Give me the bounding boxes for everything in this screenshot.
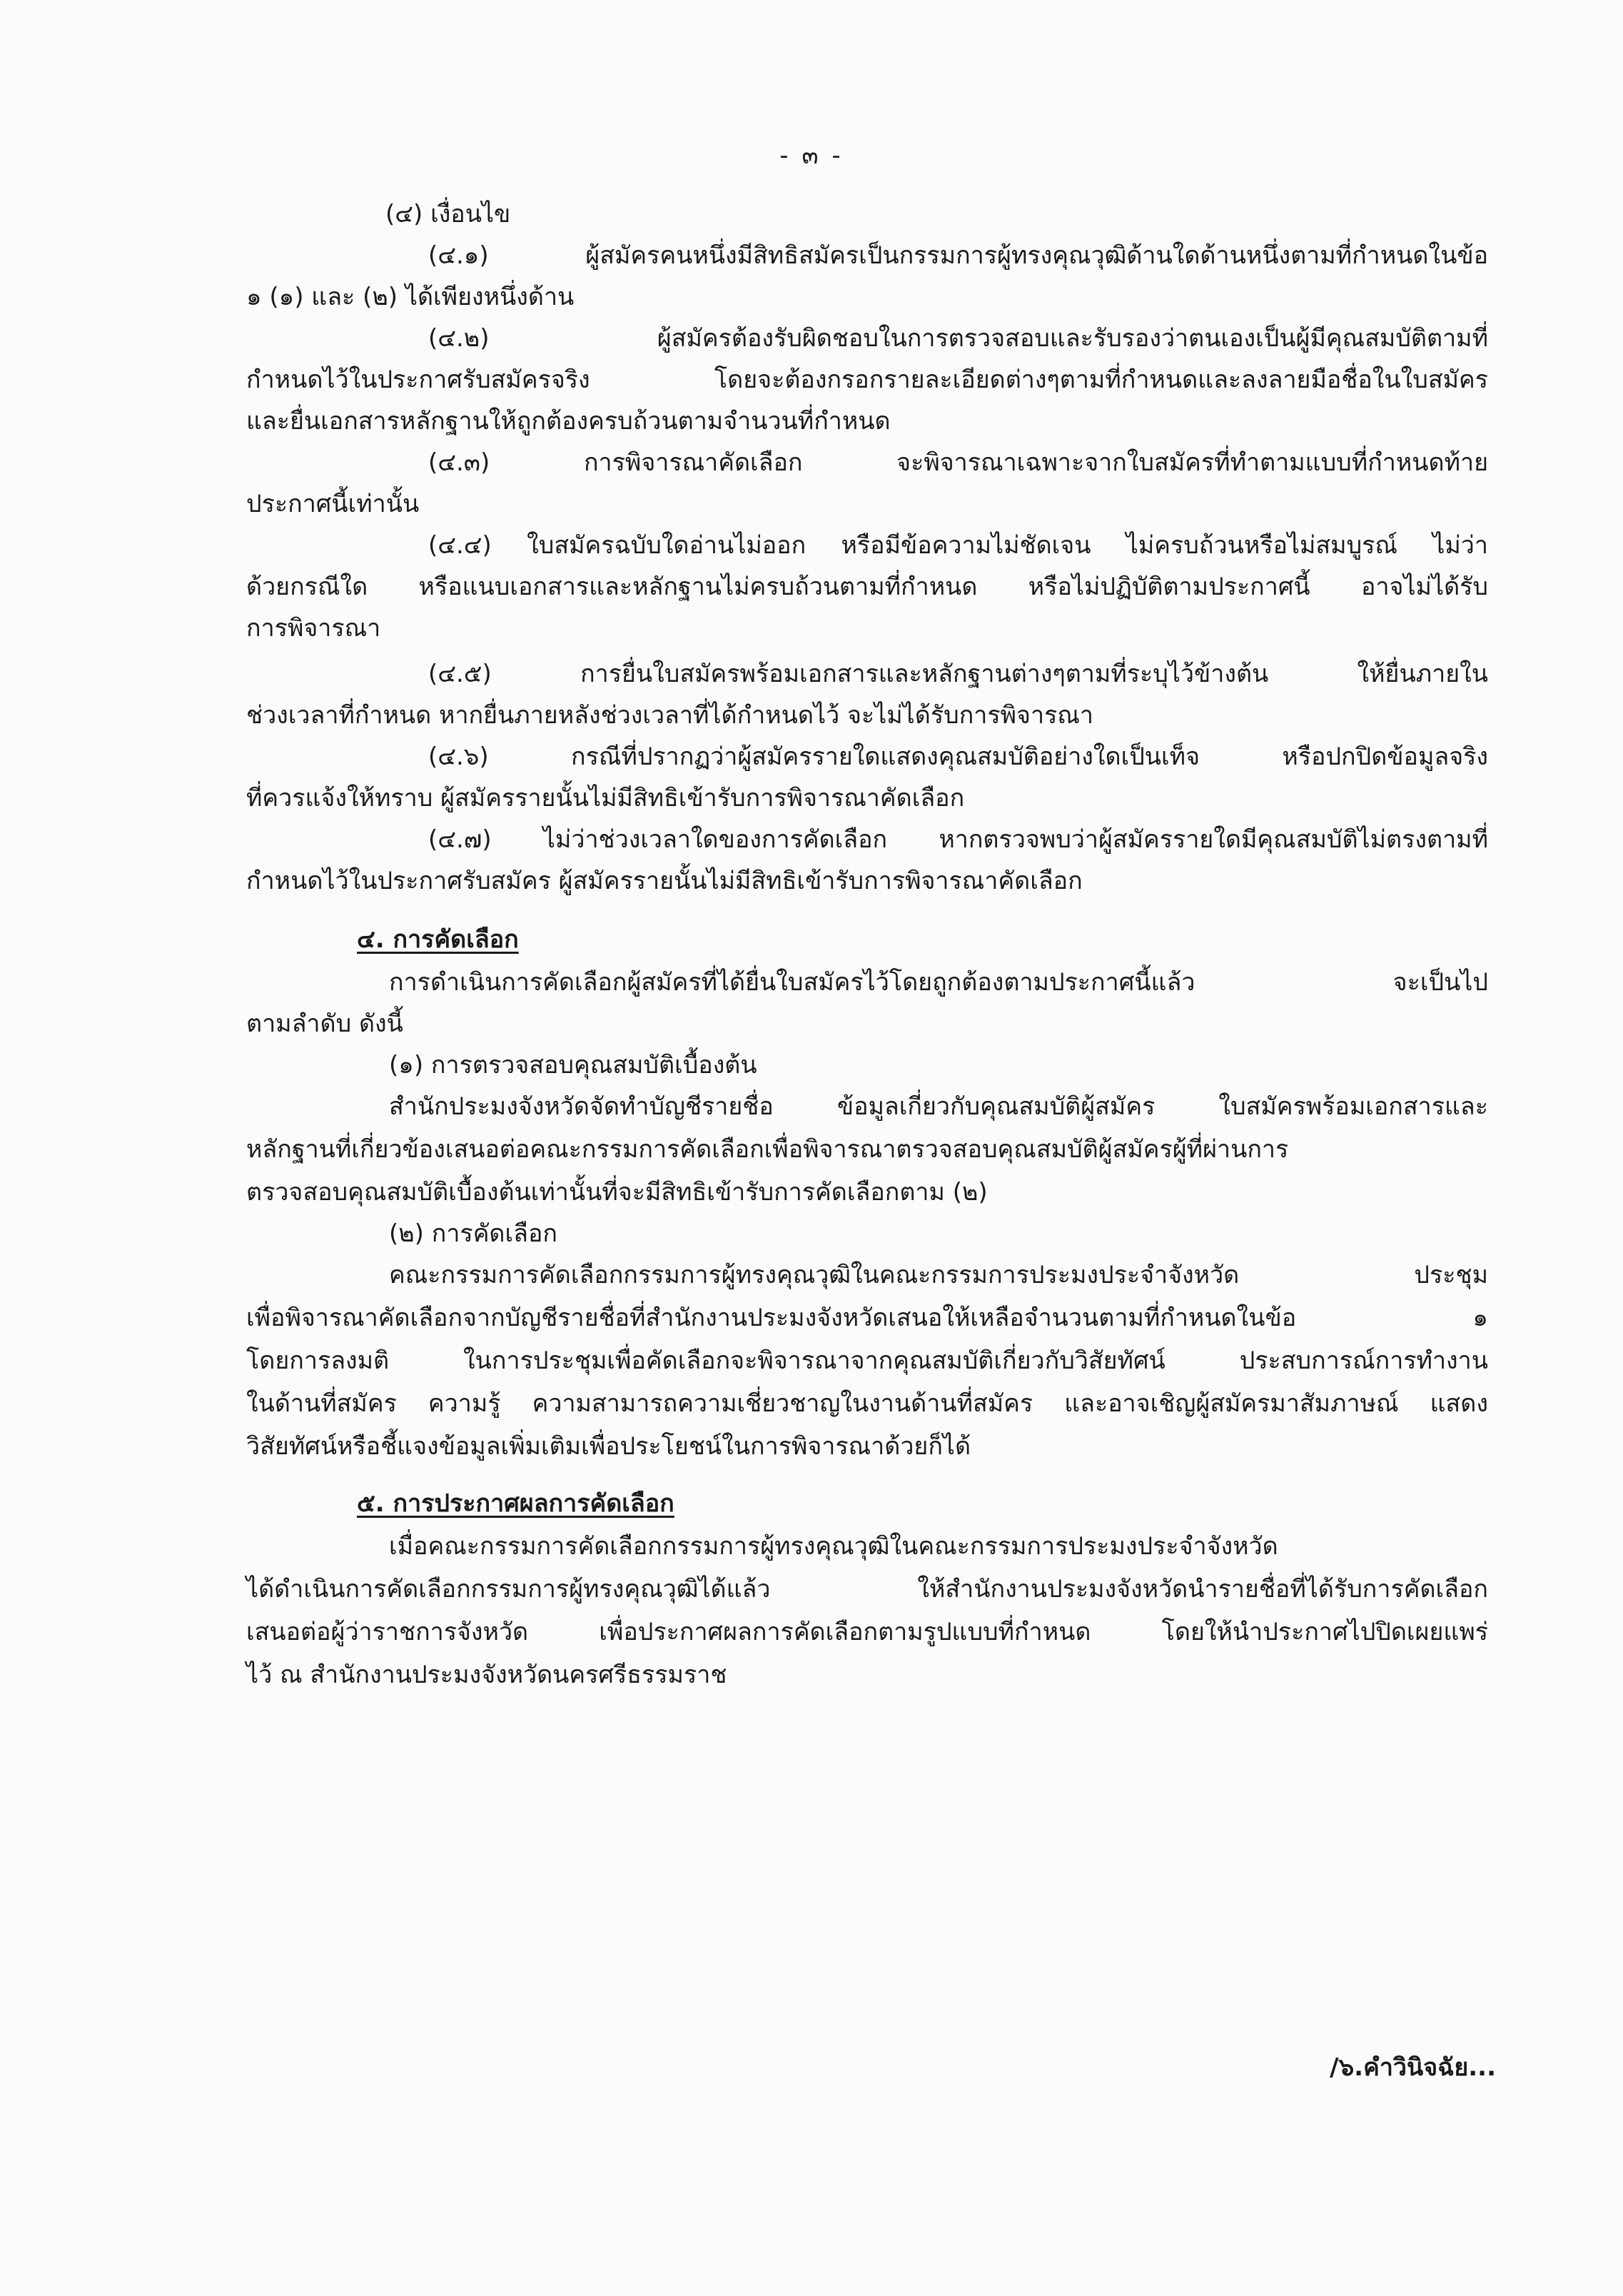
- condition-4-2-line-1: (๔.๒) ผู้สมัครต้องรับผิดชอบในการตรวจสอบและรับรองว่าตนเองเป็นผู้มีคุณสมบัติตามที่: [428, 324, 1488, 353]
- condition-4-1-line-2: ๑ (๑) และ (๒) ได้เพียงหนึ่งด้าน: [246, 283, 575, 311]
- section-4-sub-2-line-5: วิสัยทัศน์หรือชี้แจงข้อมูลเพิ่มเติมเพื่อประโยชน์ในการพิจารณาด้วยก็ได้: [246, 1432, 971, 1461]
- section-4-para-1-line-1: การดำเนินการคัดเลือกผู้สมัครที่ได้ยื่นใบสมัครไว้โดยถูกต้องตามประกาศนี้แล้ว จะเป็นไป: [389, 968, 1488, 997]
- section-4-sub-1-line-3: ตรวจสอบคุณสมบัติเบื้องต้นเท่านั้นที่จะมีสิทธิเข้ารับการคัดเลือกตาม (๒): [246, 1178, 988, 1207]
- condition-4-4-line-3: การพิจารณา: [246, 614, 381, 643]
- section-4-para-1-line-2: ตามลำดับ ดังนี้: [246, 1009, 403, 1038]
- condition-4-7-line-1: (๔.๗) ไม่ว่าช่วงเวลาใดของการคัดเลือก หากตรวจพบว่าผู้สมัครรายใดมีคุณสมบัติไม่ตรงตามที่: [428, 825, 1488, 854]
- section-4-sub-1-title: (๑) การตรวจสอบคุณสมบัติเบื้องต้น: [389, 1051, 757, 1079]
- section-5-heading: ๕. การประกาศผลการคัดเลือก: [357, 1489, 674, 1518]
- condition-4-2-line-3: และยื่นเอกสารหลักฐานให้ถูกต้องครบถ้วนตามจำนวนที่กำหนด: [246, 407, 891, 435]
- section-4-sub-1-line-1: สำนักประมงจังหวัดจัดทำบัญชีรายชื่อ ข้อมูลเกี่ยวกับคุณสมบัติผู้สมัคร ใบสมัครพร้อมเอกสารและ: [389, 1092, 1488, 1121]
- section-4-sub-2-line-3: โดยการลงมติ ในการประชุมเพื่อคัดเลือกจะพิจารณาจากคุณสมบัติเกี่ยวกับวิสัยทัศน์ ประสบการณ์การทำงาน: [246, 1346, 1488, 1375]
- condition-4-4-line-1: (๔.๔) ใบสมัครฉบับใดอ่านไม่ออก หรือมีข้อความไม่ชัดเจน ไม่ครบถ้วนหรือไม่สมบูรณ์ ไม่ว่า: [428, 531, 1488, 560]
- page-number: - ๓ -: [779, 141, 844, 170]
- conditions-title: (๔) เงื่อนไข: [385, 200, 511, 228]
- condition-4-6-line-1: (๔.๖) กรณีที่ปรากฏว่าผู้สมัครรายใดแสดงคุณสมบัติอย่างใดเป็นเท็จ หรือปกปิดข้อมูลจริง: [428, 742, 1488, 771]
- condition-4-3-line-2: ประกาศนี้เท่านั้น: [246, 490, 420, 518]
- section-4-heading: ๔. การคัดเลือก: [357, 925, 519, 954]
- condition-4-2-line-2: กำหนดไว้ในประกาศรับสมัครจริง โดยจะต้องกรอกรายละเอียดต่างๆตามที่กำหนดและลงลายมือชื่อในใบสมัคร: [246, 366, 1488, 394]
- section-5-line-3: เสนอต่อผู้ว่าราชการจังหวัด เพื่อประกาศผลการคัดเลือกตามรูปแบบที่กำหนด โดยให้นำประกาศไปปิดเผยแพร่: [246, 1618, 1488, 1646]
- condition-4-5-line-1: (๔.๕) การยื่นใบสมัครพร้อมเอกสารและหลักฐานต่างๆตามที่ระบุไว้ข้างต้น ให้ยื่นภายใน: [428, 660, 1488, 688]
- section-4-sub-2-title: (๒) การคัดเลือก: [389, 1219, 557, 1248]
- section-5-line-4: ไว้ ณ สำนักงานประมงจังหวัดนครศรีธรรมราช: [246, 1661, 727, 1689]
- section-4-sub-2-line-2: เพื่อพิจารณาคัดเลือกจากบัญชีรายชื่อที่สำนักงานประมงจังหวัดเสนอให้เหลือจำนวนตามที่กำหนดในข้อ ๑: [246, 1304, 1488, 1332]
- section-5-line-1: เมื่อคณะกรรมการคัดเลือกกรรมการผู้ทรงคุณวุฒิในคณะกรรมการประมงประจำจังหวัด: [389, 1532, 1278, 1561]
- condition-4-4-line-2: ด้วยกรณีใด หรือแนบเอกสารและหลักฐานไม่ครบถ้วนตามที่กำหนด หรือไม่ปฏิบัติตามประกาศนี้ อาจไม่ได้รับ: [246, 573, 1488, 601]
- section-4-sub-2-line-1: คณะกรรมการคัดเลือกกรรมการผู้ทรงคุณวุฒิในคณะกรรมการประมงประจำจังหวัด ประชุม: [389, 1261, 1488, 1289]
- condition-4-7-line-2: กำหนดไว้ในประกาศรับสมัคร ผู้สมัครรายนั้นไม่มีสิทธิเข้ารับการพิจารณาคัดเลือก: [246, 867, 1083, 895]
- condition-4-6-line-2: ที่ควรแจ้งให้ทราบ ผู้สมัครรายนั้นไม่มีสิทธิเข้ารับการพิจารณาคัดเลือก: [246, 784, 965, 812]
- section-5-line-2: ได้ดำเนินการคัดเลือกกรรมการผู้ทรงคุณวุฒิได้แล้ว ให้สำนักงานประมงจังหวัดนำรายชื่อที่ได้รับการคัดเลือก: [246, 1575, 1488, 1603]
- condition-4-5-line-2: ช่วงเวลาที่กำหนด หากยื่นภายหลังช่วงเวลาที่ได้กำหนดไว้ จะไม่ได้รับการพิจารณา: [246, 701, 1093, 730]
- section-4-sub-2-line-4: ในด้านที่สมัคร ความรู้ ความสามารถความเชี่ยวชาญในงานด้านที่สมัคร และอาจเชิญผู้สมัครมาสัมภาษณ์ แสดง: [246, 1389, 1488, 1418]
- condition-4-3-line-1: (๔.๓) การพิจารณาคัดเลือก จะพิจารณาเฉพาะจากใบสมัครที่ทำตามแบบที่กำหนดท้าย: [428, 448, 1488, 477]
- section-4-sub-1-line-2: หลักฐานที่เกี่ยวข้องเสนอต่อคณะกรรมการคัดเลือกเพื่อพิจารณาตรวจสอบคุณสมบัติผู้สมัครผู้ที่ผ่านการ: [246, 1135, 1289, 1164]
- condition-4-1-line-1: (๔.๑) ผู้สมัครคนหนึ่งมีสิทธิสมัครเป็นกรรมการผู้ทรงคุณวุฒิด้านใดด้านหนึ่งตามที่กำหนดในข้อ: [428, 241, 1488, 270]
- next-page-reference: /๖.คำวินิจฉัย...: [1330, 2053, 1496, 2082]
